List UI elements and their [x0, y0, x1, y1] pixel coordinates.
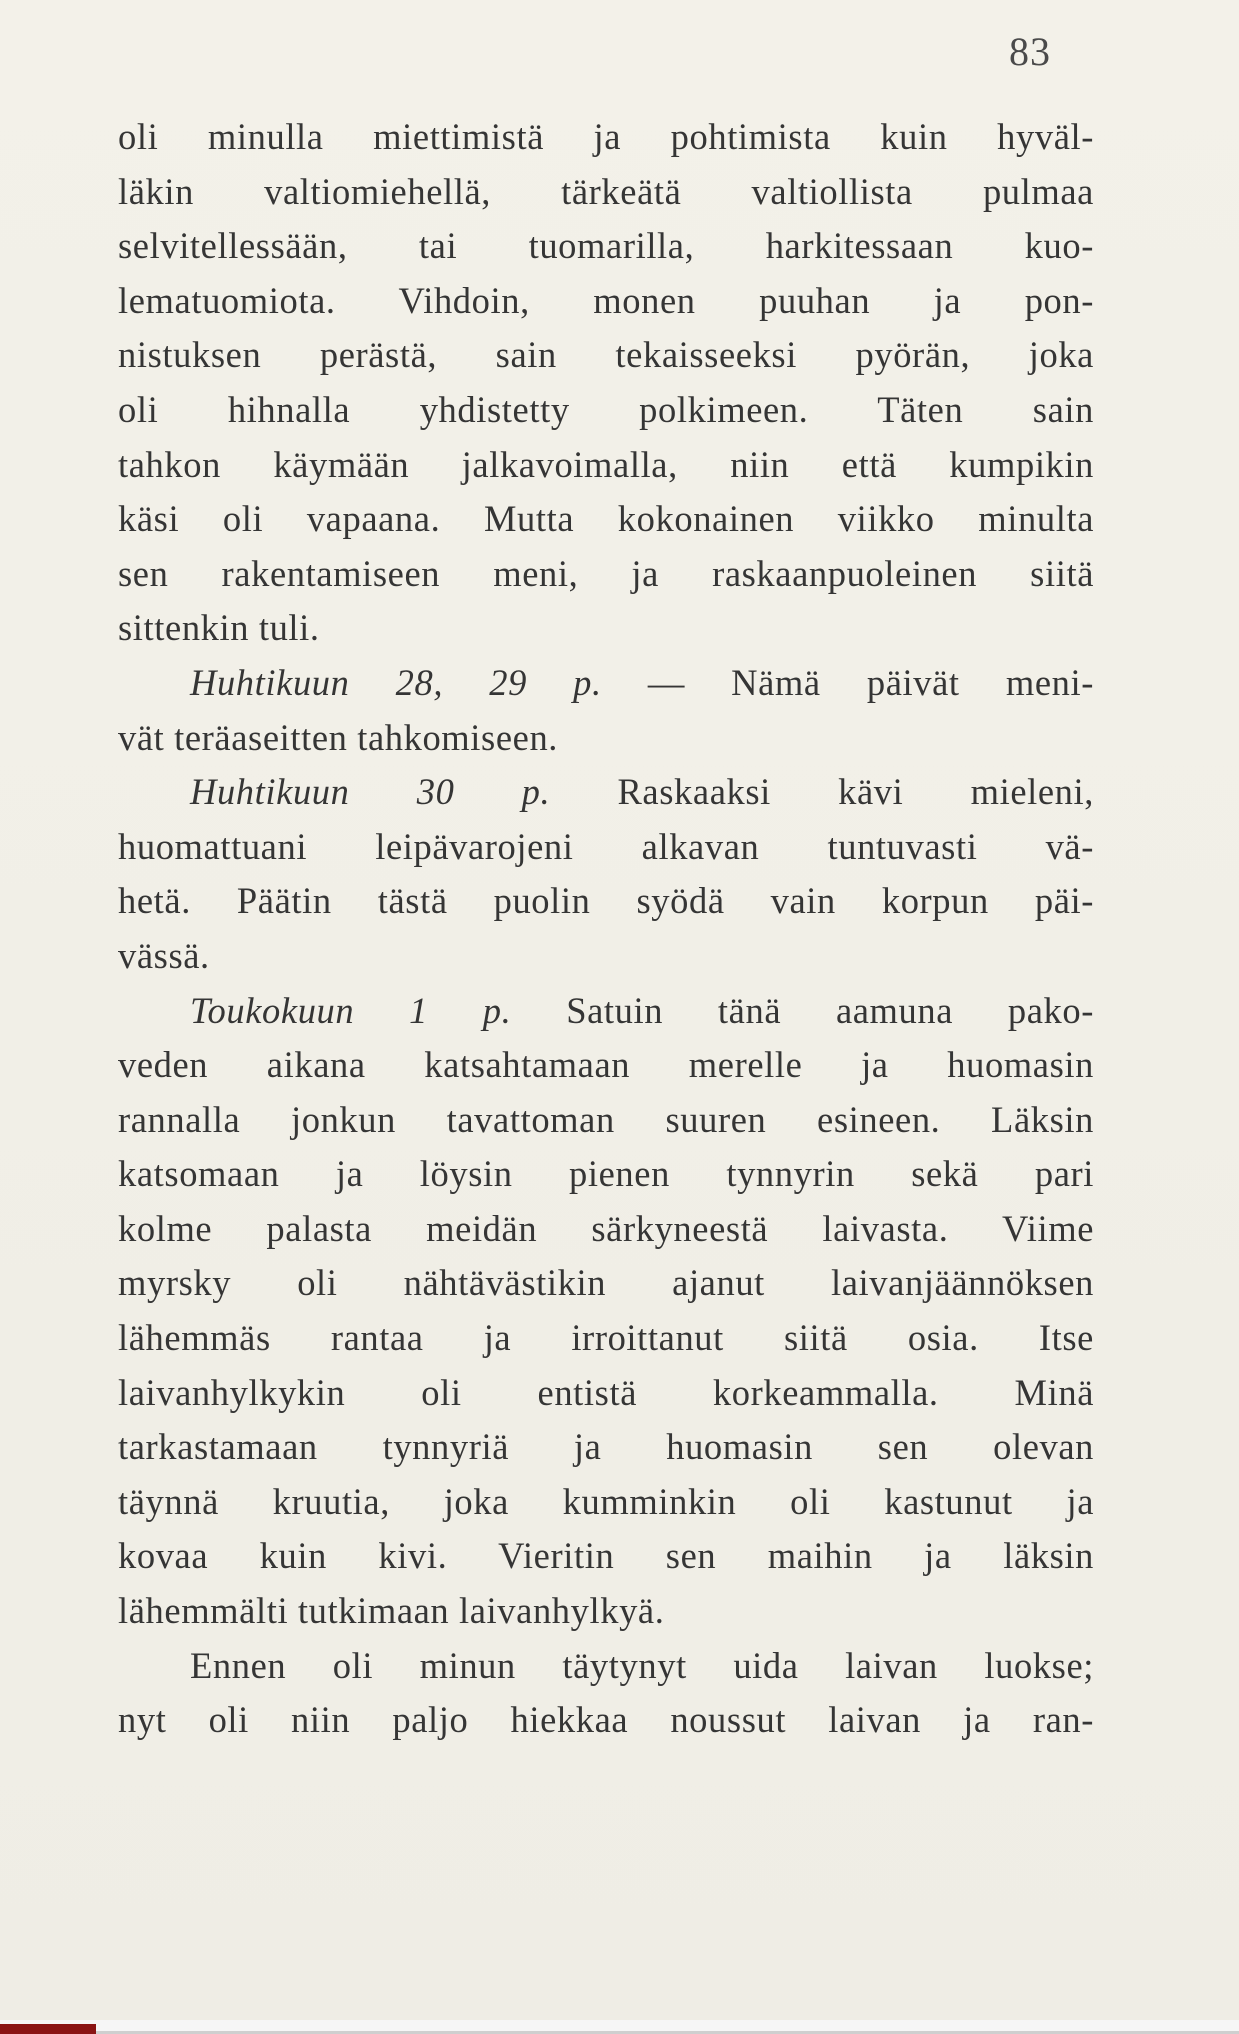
body-text	[118, 110, 1094, 1748]
text-line: Ennen oli minun täytynyt uida laivan luokse;	[190, 1644, 1094, 1686]
diary-entry-text: Satuin tänä aamuna pako-	[511, 989, 1094, 1031]
text-line: nistuksen perästä, sain tekaisseeksi pyörän, joka	[118, 334, 1094, 376]
text-line: rannalla jonkun tavattoman suuren esineen. Läksin	[118, 1098, 1094, 1140]
text-line: veden aikana katsahtamaan merelle ja huomasin	[118, 1044, 1094, 1086]
text-line: täynnä kruutia, joka kumminkin oli kastunut ja	[118, 1480, 1094, 1522]
diary-entry-line	[118, 984, 1094, 1039]
text-line: laivanhylkykin oli entistä korkeammalla. Minä	[118, 1371, 1094, 1413]
text-line: tahkon käymään jalkavoimalla, niin että kumpikin	[118, 443, 1094, 485]
diary-date: Huhtikuun 30 p.	[190, 771, 551, 813]
text-line: vässä.	[118, 934, 210, 976]
text-line: sen rakentamiseen meni, ja raskaanpuoleinen siitä	[118, 552, 1094, 594]
text-line: kovaa kuin kivi. Vieritin sen maihin ja läksin	[118, 1535, 1094, 1577]
text-line: tarkastamaan tynnyriä ja huomasin sen olevan	[118, 1426, 1094, 1468]
diary-entry-line	[118, 656, 1094, 711]
text-line: nyt oli niin paljo hiekkaa noussut laivan ja ran-	[118, 1699, 1094, 1741]
text-line: oli minulla miettimistä ja pohtimista kuin hyväl-	[118, 116, 1094, 157]
text-line: selvitellessään, tai tuomarilla, harkitessaan kuo-	[118, 225, 1094, 267]
diary-date: Huhtikuun 28, 29 p.	[190, 661, 602, 703]
text-line: käsi oli vapaana. Mutta kokonainen viikko minulta	[118, 498, 1094, 540]
text-line: lematuomiota. Vihdoin, monen puuhan ja pon-	[118, 279, 1094, 321]
diary-entry-text: — Nämä päivät meni-	[601, 661, 1094, 703]
text-line: kolme palasta meidän särkyneestä laivasta. Viime	[118, 1207, 1094, 1249]
diary-entry-text: Raskaaksi kävi mieleni,	[550, 771, 1094, 813]
text-line: oli hihnalla yhdistetty polkimeen. Täten sain	[118, 388, 1094, 430]
page-number: 83	[1009, 29, 1051, 74]
text-line: sittenkin tuli.	[118, 607, 320, 649]
diary-date: Toukokuun 1 p.	[190, 989, 512, 1031]
text-line: vät teräaseitten tahkomiseen.	[118, 716, 559, 758]
text-line: läkin valtiomiehellä, tärkeätä valtiollista pulmaa	[118, 170, 1094, 212]
text-line: lähemmälti tutkimaan laivanhylkyä.	[118, 1590, 665, 1632]
text-line: hetä. Päätin tästä puolin syödä vain korpun päi-	[118, 880, 1094, 922]
text-line: myrsky oli nähtävästikin ajanut laivanjäännöksen	[118, 1262, 1094, 1304]
scan-edge	[0, 2020, 1239, 2034]
diary-entry-line	[118, 765, 1094, 820]
scan-edge-mark	[0, 2024, 96, 2034]
text-line: huomattuani leipävarojeni alkavan tuntuvasti vä-	[118, 825, 1094, 867]
text-line: lähemmäs rantaa ja irroittanut siitä osia. Itse	[118, 1317, 1094, 1359]
text-line: katsomaan ja löysin pienen tynnyrin sekä pari	[118, 1153, 1094, 1195]
